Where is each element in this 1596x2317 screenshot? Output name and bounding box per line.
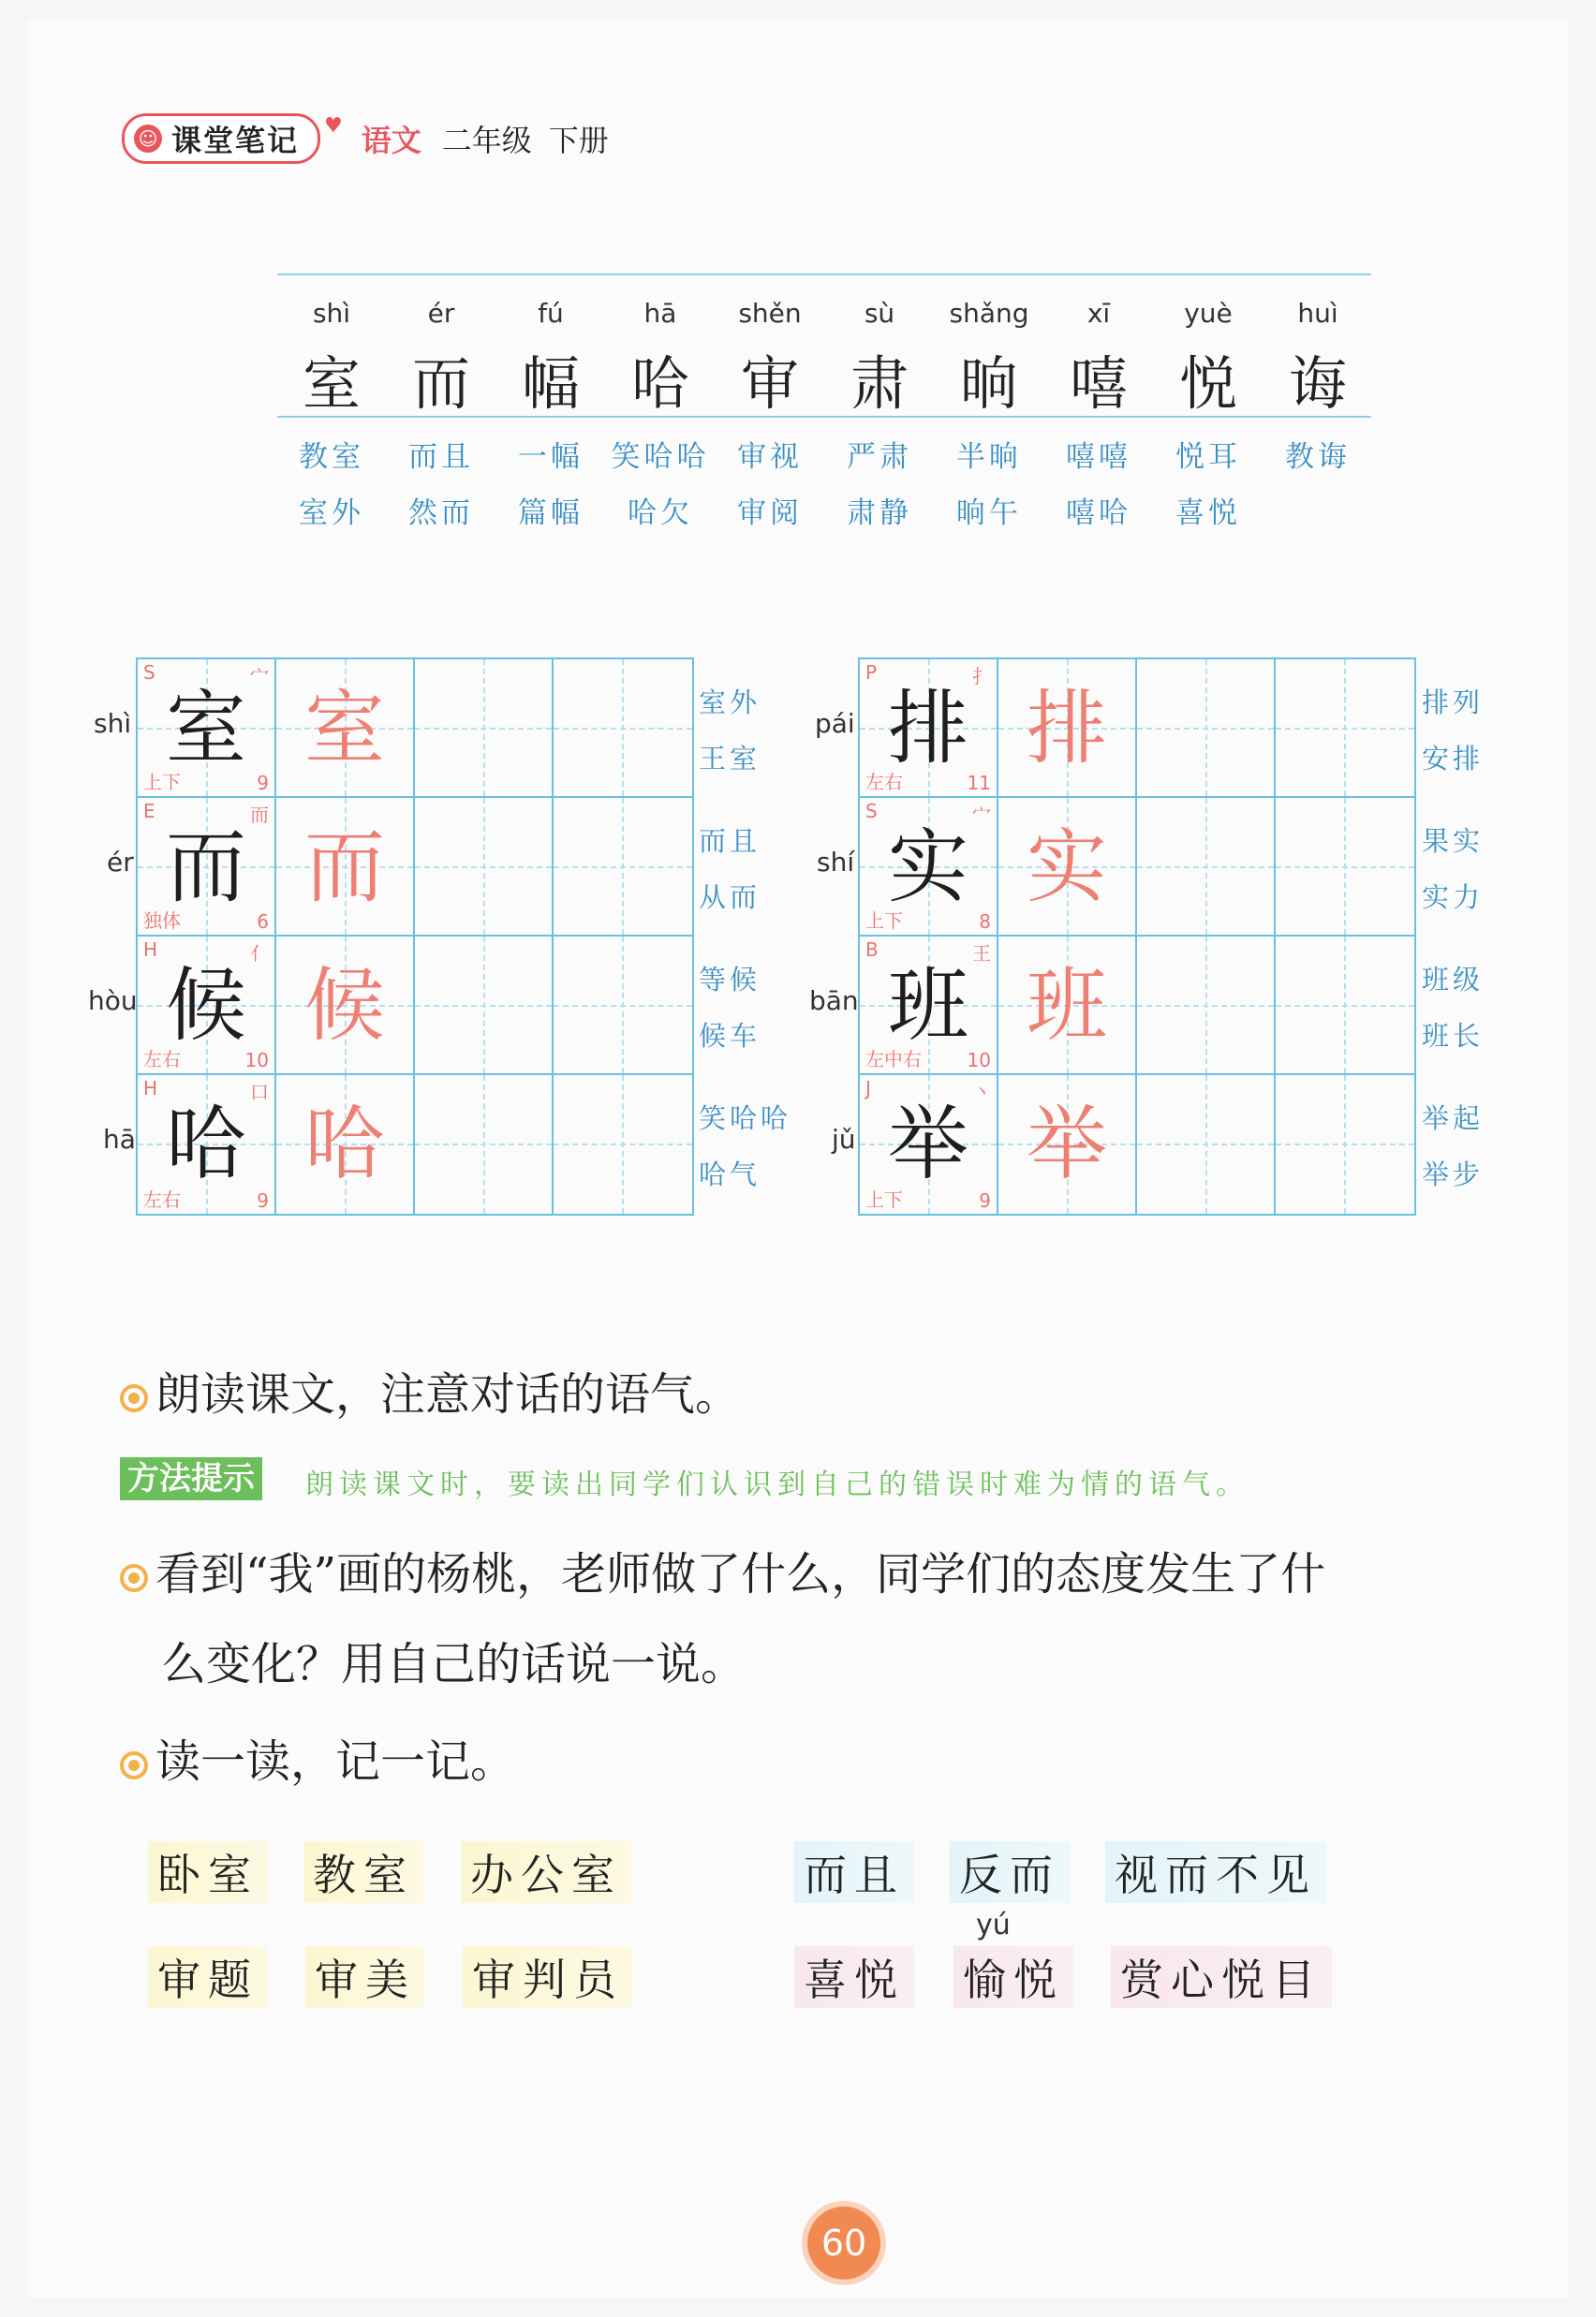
read-word: 视而不见 [1105, 1841, 1326, 1903]
exercise-3 [120, 1725, 515, 1790]
structure: 上下 [865, 909, 903, 932]
char-pinyin: huì [1297, 298, 1338, 329]
blank-cell[interactable] [1137, 937, 1276, 1075]
word-combo: 篇幅 [518, 496, 584, 530]
trace-cell[interactable] [998, 798, 1137, 937]
subject-label: 语文 [361, 123, 421, 158]
char-hanzi: 诲 [1288, 349, 1347, 418]
word-combo: 而且 [408, 440, 474, 474]
model-char: 室 [166, 682, 246, 775]
trace-cell[interactable] [276, 937, 415, 1075]
word-combo: 举起 [1422, 1102, 1485, 1134]
read-word: 愉悦 [953, 1946, 1073, 2008]
read-word: 喜悦 [794, 1946, 914, 2008]
radical: 宀 [250, 665, 269, 687]
char-hanzi: 嘻 [1069, 349, 1128, 418]
blank-cell[interactable] [1276, 937, 1414, 1075]
word-combo: 排列 [1422, 686, 1485, 718]
read-word: 审题 [148, 1946, 268, 2008]
structure: 独体 [143, 909, 181, 932]
char-pinyin: fú [538, 298, 564, 329]
blank-cell[interactable] [1276, 659, 1414, 798]
word-combo: 晌午 [956, 496, 1022, 530]
grid-row-words [699, 1090, 791, 1203]
read-word: 教室 [303, 1841, 423, 1903]
initial-letter: H [143, 938, 158, 961]
grade-label: 二年级 [441, 123, 532, 158]
model-cell [860, 1075, 998, 1214]
structure: 上下 [865, 1188, 903, 1211]
radical: 宀 [972, 804, 991, 826]
model-cell [138, 798, 276, 937]
model-char: 举 [888, 1098, 968, 1191]
trace-cell[interactable] [276, 798, 415, 937]
trace-char: 而 [304, 820, 385, 914]
char-pinyin: hā [643, 298, 677, 329]
word-combo: 班长 [1422, 1020, 1485, 1052]
grid-row-words [1422, 674, 1484, 787]
blank-cell[interactable] [415, 659, 554, 798]
smile-icon: ☺ [134, 125, 162, 153]
read-word: 而且 [794, 1841, 914, 1903]
model-cell [860, 659, 998, 798]
stroke-count: 9 [979, 1189, 991, 1212]
bullet-icon [120, 1751, 148, 1779]
word-combo: 而且 [699, 825, 761, 857]
grid-row-pinyin: pái [815, 708, 855, 739]
model-char: 而 [166, 820, 246, 914]
char-hanzi: 而 [411, 349, 470, 418]
stroke-count: 10 [967, 1049, 991, 1071]
char-pinyin: shì [312, 298, 351, 329]
heart-icon: ♥ [324, 113, 343, 138]
exercise-1 [120, 1358, 740, 1423]
char-hanzi: 审 [740, 349, 799, 418]
stroke-count: 9 [257, 1189, 269, 1212]
word-combo: 笑哈哈 [699, 1102, 792, 1134]
exercise-3-text: 读一读，记一记。 [155, 1735, 516, 1788]
exercise-1-text: 朗读课文，注意对话的语气。 [155, 1368, 741, 1421]
ruby-pinyin: yú [976, 1909, 1011, 1941]
word-combo: 审视 [737, 440, 803, 474]
model-char: 班 [888, 959, 968, 1053]
char-pinyin: xī [1086, 298, 1111, 329]
stroke-count: 9 [257, 772, 269, 794]
trace-char: 排 [1027, 682, 1107, 775]
char-hanzi: 室 [302, 349, 361, 418]
read-word: 反而 [950, 1841, 1070, 1903]
blank-cell[interactable] [1137, 1075, 1276, 1214]
word-combo: 严肃 [847, 440, 912, 474]
initial-letter: S [865, 800, 878, 822]
writing-grid-left [136, 657, 694, 1216]
read-word: 办公室 [461, 1841, 631, 1903]
model-cell [138, 659, 276, 798]
read-word: 审判员 [463, 1946, 633, 2008]
exercise-2 [120, 1538, 1325, 1602]
word-combo: 从而 [699, 881, 761, 913]
trace-cell[interactable] [276, 659, 415, 798]
trace-cell[interactable] [276, 1075, 415, 1214]
radical: 王 [972, 942, 991, 965]
char-pinyin: ér [427, 298, 455, 329]
trace-cell[interactable] [998, 659, 1137, 798]
page-header [122, 112, 609, 165]
writing-grid-right [858, 657, 1416, 1216]
blank-cell[interactable] [1137, 659, 1276, 798]
stroke-count: 10 [244, 1049, 269, 1071]
word-combo: 果实 [1422, 825, 1485, 857]
grid-row-pinyin: bān [809, 985, 859, 1016]
read-word: 卧室 [148, 1841, 268, 1903]
word-combo: 王室 [699, 743, 761, 775]
model-cell [860, 798, 998, 937]
initial-letter: J [865, 1077, 871, 1099]
blank-cell[interactable] [415, 798, 554, 937]
blank-cell[interactable] [554, 1075, 692, 1214]
trace-char: 室 [304, 682, 385, 775]
blank-cell[interactable] [1137, 798, 1276, 937]
grid-row-pinyin: hā [103, 1124, 136, 1155]
word-combo: 班级 [1422, 964, 1485, 996]
bullet-icon [120, 1564, 148, 1592]
method-tip-badge: 方法提示 [120, 1457, 262, 1500]
word-combo: 然而 [408, 496, 474, 530]
radical: 扌 [972, 665, 991, 687]
word-combo: 一幅 [518, 440, 584, 474]
trace-char: 候 [304, 959, 385, 1053]
trace-cell[interactable] [998, 937, 1137, 1075]
word-combo: 候车 [699, 1020, 761, 1052]
page-number: 60 [807, 2206, 880, 2280]
char-hanzi: 晌 [959, 349, 1018, 418]
grid-row-words [1422, 1090, 1484, 1203]
trace-char: 实 [1027, 820, 1107, 914]
trace-cell[interactable] [998, 1075, 1137, 1214]
word-combo: 实力 [1422, 881, 1485, 913]
char-hanzi: 悦 [1178, 349, 1237, 418]
brand-badge [122, 113, 320, 164]
grid-row-pinyin: ér [107, 847, 134, 878]
brand-title: 课堂笔记 [171, 123, 300, 158]
blank-cell[interactable] [415, 1075, 554, 1214]
initial-letter: S [143, 661, 155, 684]
exercise-2-text-line1: 看到“我”画的杨桃，老师做了什么，同学们的态度发生了什 [155, 1548, 1326, 1601]
page [28, 19, 1568, 2298]
grid-row-words [1422, 813, 1484, 925]
structure: 左右 [143, 1188, 181, 1211]
trace-char: 哈 [304, 1098, 385, 1191]
blank-cell[interactable] [554, 798, 692, 937]
word-combo: 嘻嘻 [1066, 440, 1131, 474]
word-combo: 室外 [699, 686, 761, 718]
grid-row-pinyin: shí [817, 847, 855, 878]
word-combo: 哈欠 [628, 496, 693, 530]
structure: 上下 [143, 771, 181, 793]
word-combo: 举步 [1422, 1158, 1485, 1190]
model-char: 候 [166, 959, 246, 1053]
model-cell [138, 1075, 276, 1214]
word-combo: 等候 [699, 964, 761, 996]
char-pinyin: sù [864, 298, 895, 329]
word-combo: 审阅 [737, 496, 803, 530]
word-combo: 教诲 [1285, 440, 1351, 474]
word-combo: 教室 [299, 440, 364, 474]
read-word: 赏心悦目 [1111, 1946, 1332, 2008]
char-pinyin: shǎng [949, 298, 1029, 329]
char-pinyin: yuè [1184, 298, 1233, 329]
blank-cell[interactable] [1276, 798, 1414, 937]
word-combo: 哈气 [699, 1158, 761, 1190]
initial-letter: H [143, 1077, 158, 1099]
exercise-2-line2: 么变化？用自己的话说一说。 [161, 1638, 746, 1690]
bullet-icon [120, 1384, 148, 1412]
model-cell [138, 937, 276, 1075]
word-combo: 悦耳 [1175, 440, 1241, 474]
blank-cell[interactable] [554, 659, 692, 798]
new-characters-strip [277, 273, 1371, 418]
blank-cell[interactable] [415, 937, 554, 1075]
initial-letter: B [865, 938, 879, 961]
structure: 左右 [865, 771, 903, 793]
model-char: 排 [888, 682, 968, 775]
char-pinyin: shěn [738, 298, 802, 329]
stroke-count: 6 [257, 910, 269, 933]
radical: 而 [250, 804, 269, 826]
structure: 左中右 [865, 1048, 922, 1070]
stroke-count: 8 [979, 910, 991, 933]
read-word: 审美 [305, 1946, 425, 2008]
stroke-count: 11 [967, 772, 991, 794]
grid-row-pinyin: hòu [88, 985, 138, 1016]
blank-cell[interactable] [1276, 1075, 1414, 1214]
volume-label: 下册 [548, 123, 609, 158]
char-hanzi: 哈 [630, 349, 689, 418]
initial-letter: E [143, 800, 155, 822]
method-tip-text: 朗读课文时，要读出同学们认识到自己的错误时难为情的语气。 [305, 1468, 1249, 1501]
radical: 亻 [250, 942, 269, 965]
grid-row-words [1422, 952, 1484, 1064]
blank-cell[interactable] [554, 937, 692, 1075]
char-hanzi: 幅 [521, 349, 580, 418]
model-cell [860, 937, 998, 1075]
grid-row-words [699, 813, 761, 925]
word-combo: 安排 [1422, 743, 1485, 775]
initial-letter: P [865, 661, 878, 684]
trace-char: 举 [1027, 1098, 1107, 1191]
grid-row-words [699, 674, 761, 787]
radical: 口 [250, 1081, 269, 1103]
word-combo: 喜悦 [1175, 496, 1241, 530]
trace-char: 班 [1027, 959, 1107, 1053]
word-combo: 肃静 [847, 496, 912, 530]
model-char: 实 [888, 820, 968, 914]
grid-row-words [699, 952, 761, 1064]
grid-row-pinyin: shì [94, 708, 132, 739]
word-combo: 室外 [299, 496, 364, 530]
char-hanzi: 肃 [850, 349, 909, 418]
word-combo: 嘻哈 [1066, 496, 1131, 530]
word-combo: 半晌 [956, 440, 1022, 474]
model-char: 哈 [166, 1098, 246, 1191]
word-combo: 笑哈哈 [611, 440, 710, 474]
radical: 丶 [972, 1081, 991, 1103]
structure: 左右 [143, 1048, 181, 1070]
grid-row-pinyin: jǔ [832, 1124, 856, 1155]
